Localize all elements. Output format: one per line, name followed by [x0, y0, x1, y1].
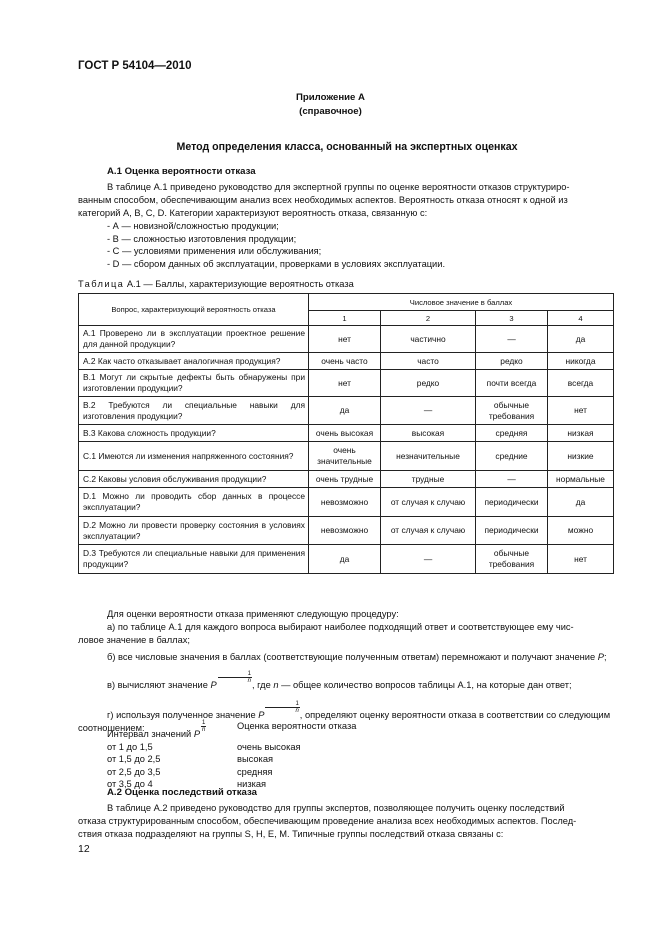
score-cell: очень трудные: [309, 471, 381, 488]
table-row: [79, 517, 614, 545]
score-cell: средняя: [476, 425, 548, 442]
list-item: - D — сбором данных об эксплуатации, проверками в условиях эксплуатации.: [107, 258, 446, 269]
table-caption: [78, 279, 354, 289]
step-c-mid: , где: [252, 679, 274, 690]
score-cell: низкая: [548, 425, 614, 442]
score-cell: очень значительные: [309, 442, 381, 471]
question-cell: В.3 Какова сложность продукции?: [79, 425, 309, 442]
score-cell: нет: [309, 326, 381, 353]
question-cell: А.1 Проверено ли в эксплуатации проектное решение для данной продукции?: [79, 326, 309, 353]
score-cell: редко: [476, 353, 548, 370]
score-cell: низкие: [548, 442, 614, 471]
table-row: [79, 326, 614, 353]
score-cell: да: [548, 488, 614, 517]
exponent-fraction: [201, 720, 206, 733]
step-b-text: б) все числовые значения в баллах (соответствующие полученным ответам) перемножают и получают значение: [107, 651, 598, 662]
score-cell: периодически: [476, 488, 548, 517]
score-cell: средние: [476, 442, 548, 471]
score-cell: частично: [381, 326, 476, 353]
estimate-value: средняя: [237, 766, 273, 777]
score-cell: нормальные: [548, 471, 614, 488]
interval-value: от 1 до 1,5: [107, 741, 153, 752]
step-d-line2: соотношением:: [78, 723, 145, 734]
question-cell: С.2 Каковы условия обслуживания продукции?: [79, 471, 309, 488]
score-cell: трудные: [381, 471, 476, 488]
estimate-value: низкая: [237, 779, 267, 790]
score-cell: от случая к случаю: [381, 488, 476, 517]
section-a2-heading: А.2 Оценка последствий отказа: [107, 787, 257, 798]
question-cell: D.2 Можно ли провести проверку состояния в условиях эксплуатации?: [79, 517, 309, 545]
table-row: [79, 370, 614, 397]
exponent-fraction: [265, 701, 299, 714]
text-line: ванным способом, обеспечивающим анализ всех необходимых аспектов. Вероятность отказа относят к одной из: [78, 195, 568, 206]
table-row: [79, 442, 614, 471]
estimate-value: высокая: [237, 754, 274, 765]
score-cell: от случая к случаю: [381, 517, 476, 545]
table-caption-prefix: Таблица: [78, 279, 125, 289]
score-column-2: 2: [381, 311, 476, 326]
probability-scores-table: [78, 293, 614, 574]
score-cell: можно: [548, 517, 614, 545]
step-c-text: в) вычисляют значение: [107, 679, 211, 690]
question-column-header: Вопрос, характеризующий вероятность отказа: [79, 294, 309, 326]
exponent-numerator: 1: [202, 720, 206, 726]
interval-value: от 1,5 до 2,5: [107, 754, 161, 765]
step-b-end: ;: [603, 651, 607, 662]
score-cell: —: [476, 471, 548, 488]
score-column-4: 4: [548, 311, 614, 326]
interval-column-header: [107, 720, 237, 741]
question-cell: В.2 Требуются ли специальные навыки для изготовления продукции?: [79, 397, 309, 425]
score-cell: да: [548, 326, 614, 353]
score-cell: часто: [381, 353, 476, 370]
variable-p: P: [597, 651, 604, 662]
exponent-numerator: 1: [218, 671, 252, 678]
score-cell: очень часто: [309, 353, 381, 370]
text-line: категорий А, В, С, D. Категории характеризуют вероятность отказа, связанную с:: [78, 208, 428, 219]
table-row: [79, 471, 614, 488]
score-column-1: 1: [309, 311, 381, 326]
text-line: В таблице А.1 приведено руководство для экспертной группы по оценке вероятности отказов структуриро-: [107, 182, 570, 192]
procedure-intro: Для оценки вероятности отказа применяют следующую процедуру:: [107, 609, 399, 619]
score-cell: высокая: [381, 425, 476, 442]
score-cell: —: [381, 397, 476, 425]
score-column-header: Числовое значение в баллах: [309, 294, 614, 311]
variable-p: P: [210, 679, 217, 690]
score-cell: обычные требования: [476, 545, 548, 574]
exponent-denominator: n: [247, 677, 251, 684]
procedure-block: [78, 608, 613, 735]
appendix-subtitle: (справочное): [299, 106, 362, 117]
step-b: [78, 651, 613, 664]
step-d-text: г) используя полученное значение: [107, 710, 259, 721]
table-row: [79, 397, 614, 425]
interval-value: от 2,5 до 3,5: [107, 766, 161, 777]
interval-row: [107, 766, 356, 779]
variable-p: P: [258, 710, 265, 721]
category-list: [107, 220, 445, 270]
score-cell: невозможно: [309, 488, 381, 517]
score-cell: периодически: [476, 517, 548, 545]
step-d-post: , определяют оценку вероятности отказа в соответствии со следующим: [299, 710, 611, 721]
section-a1-heading: А.1 Оценка вероятности отказа: [107, 166, 256, 177]
exponent-denominator: n: [202, 727, 206, 733]
question-cell: D.3 Требуются ли специальные навыки для применения продукции?: [79, 545, 309, 574]
score-cell: очень высокая: [309, 425, 381, 442]
score-cell: —: [476, 326, 548, 353]
table-row: [79, 353, 614, 370]
text-line: отказа структурированным способом, обеспечивающим проведение анализа всех необходимых аспектов. Послед-: [78, 816, 577, 827]
interval-row: [107, 741, 356, 754]
question-cell: С.1 Имеются ли изменения напряженного состояния?: [79, 442, 309, 471]
interval-header-text: Интервал значений: [107, 729, 194, 739]
interval-value: от 3,5 до 4: [107, 779, 153, 790]
score-cell: всегда: [548, 370, 614, 397]
score-column-3: 3: [476, 311, 548, 326]
interval-header-row: [107, 720, 356, 741]
appendix-heading: [0, 91, 661, 119]
page-number: 12: [78, 843, 90, 855]
table-row: [79, 488, 614, 517]
estimate-value: очень высокая: [237, 741, 301, 752]
text-line: ствия отказа подразделяют на группы S, H, E, M. Типичные группы последствий отказа связаны с:: [78, 829, 504, 840]
table-caption-text: А.1 — Баллы, характеризующие вероятность отказа: [126, 279, 354, 289]
list-item: - А — новизной/сложностью продукции;: [107, 221, 279, 231]
section-a1-intro: [78, 181, 613, 221]
score-cell: нет: [548, 397, 614, 425]
question-cell: В.1 Могут ли скрытые дефекты быть обнаружены при изготовлении продукции?: [79, 370, 309, 397]
exponent-denominator: n: [295, 708, 299, 715]
main-title: Метод определения класса, основанный на экспертных оценках: [176, 141, 518, 153]
score-cell: да: [309, 397, 381, 425]
step-a-line2: ловое значение в баллах;: [78, 635, 190, 646]
score-cell: —: [381, 545, 476, 574]
score-cell: почти всегда: [476, 370, 548, 397]
question-cell: А.2 Как часто отказывает аналогичная продукция?: [79, 353, 309, 370]
step-c: [78, 671, 613, 692]
appendix-title: Приложение А: [296, 92, 365, 103]
list-item: - В — сложностью изготовления продукции;: [107, 233, 297, 244]
score-cell: незначительные: [381, 442, 476, 471]
step-c-post: — общее количество вопросов таблицы А.1, на которые дан ответ;: [278, 679, 572, 690]
score-cell: да: [309, 545, 381, 574]
variable-n: n: [273, 679, 279, 690]
table-row: [79, 425, 614, 442]
score-cell: обычные требования: [476, 397, 548, 425]
list-item: - С — условиями применения или обслуживания;: [107, 246, 322, 257]
score-cell: нет: [548, 545, 614, 574]
interval-row: [107, 753, 356, 766]
text-line: В таблице А.2 приведено руководство для группы экспертов, позволяющее получить оценку последствий: [107, 803, 565, 813]
variable-p: P: [193, 729, 201, 739]
step-a-line1: а) по таблице А.1 для каждого вопроса выбирают наиболее подходящий ответ и соответствующее ему чис-: [107, 622, 574, 633]
question-cell: D.1 Можно ли проводить сбор данных в процессе эксплуатации?: [79, 488, 309, 517]
score-cell: редко: [381, 370, 476, 397]
exponent-numerator: 1: [265, 701, 299, 708]
exponent-fraction: [218, 671, 252, 684]
document-code: ГОСТ Р 54104—2010: [78, 60, 192, 72]
score-cell: нет: [309, 370, 381, 397]
score-cell: никогда: [548, 353, 614, 370]
interval-table: [107, 720, 356, 791]
table-row: [79, 545, 614, 574]
score-cell: невозможно: [309, 517, 381, 545]
section-a2-body: [78, 802, 613, 842]
estimate-column-header: Оценка вероятности отказа: [237, 721, 357, 731]
